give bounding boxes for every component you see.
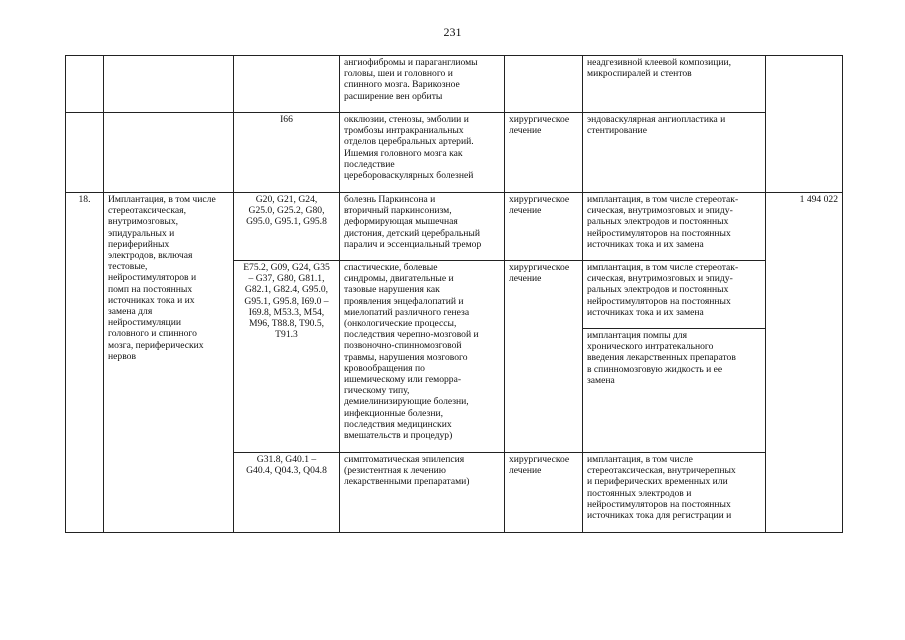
row-number-cell (66, 113, 104, 193)
table-row (66, 113, 843, 193)
procedure-name-cell (104, 56, 234, 113)
icd-codes-cell (234, 56, 340, 113)
patient-model-cell: симптоматическая эпилепсия (резистентная к лечению лекарственными препаратами) (340, 453, 505, 533)
treatment-method-cell: имплантация, в том числе стереотак- сическая, внутримозговых и эпиду- ральных электродов и постоянных нейростимуляторов на постоянных источниках тока и их замена (583, 261, 766, 329)
treatment-type-cell: хирургическое лечение (505, 261, 583, 453)
icd-codes-cell: G31.8, G40.1 – G40.4, Q04.3, Q04.8 (234, 453, 340, 533)
table-row (66, 56, 843, 113)
price-cell: 1 494 022 (766, 193, 843, 533)
treatment-method-cell: эндоваскулярная ангиопластика и стентирование (583, 113, 766, 193)
price-cell (766, 56, 843, 193)
treatment-type-cell: хирургическое лечение (505, 113, 583, 193)
patient-model-cell: окклюзии, стенозы, эмболии и тромбозы интракраниальных отделов церебральных артерий. Ишемия головного мозга как последствие церебороваскулярных болезней (340, 113, 505, 193)
treatment-type-cell: хирургическое лечение (505, 193, 583, 261)
page-number: 231 (443, 25, 462, 39)
procedure-name-cell (104, 113, 234, 193)
table-row (66, 193, 843, 261)
treatment-method-cell: имплантация, в том числе стереотаксическая, внутричерепных и периферических временных или постоянных электродов и нейростимуляторов на постоянных источниках тока для регистрации и (583, 453, 766, 533)
treatment-method-cell: имплантация помпы для хронического интратекального введения лекарственных препаратов в спинномозговую жидкость и ее замена (583, 329, 766, 453)
icd-codes-cell: E75.2, G09, G24, G35 – G37, G80, G81.1, G82.1, G82.4, G95.0, G95.1, G95.8, I69.0 – I69.8, M53.3, M54, M96, T88.8, T90.5, T91.3 (234, 261, 340, 453)
patient-model-cell: ангиофибромы и параганглиомы головы, шеи и головного и спинного мозга. Варикозное расширение вен орбиты (340, 56, 505, 113)
row-number-cell (66, 56, 104, 113)
icd-codes-cell: I66 (234, 113, 340, 193)
treatment-type-cell: хирургическое лечение (505, 453, 583, 533)
patient-model-cell: спастические, болевые синдромы, двигательные и тазовые нарушения как проявления энцефалопатий и миелопатий различного генеза (онкологические процессы, последствия черепно-мозговой и позвоночно-спинномозговой травмы, нарушения мозгового кровообращения по ишемическому или геморра- гическому типу, демиелинизирующие болезни, инфекционные болезни, последствия медицинских вмешательств и процедур) (340, 261, 505, 453)
icd-codes-cell: G20, G21, G24, G25.0, G25.2, G80, G95.0, G95.1, G95.8 (234, 193, 340, 261)
treatment-type-cell (505, 56, 583, 113)
patient-model-cell: болезнь Паркинсона и вторичный паркинсонизм, деформирующая мышечная дистония, детский церебральный паралич и эссенциальный тремор (340, 193, 505, 261)
treatment-method-cell: имплантация, в том числе стереотак- сическая, внутримозговых и эпиду- ральных электродов и постоянных нейростимуляторов на постоянных источниках тока и их замена (583, 193, 766, 261)
medical-care-table (65, 55, 843, 533)
treatment-method-cell: неадгезивной клеевой композиции, микроспиралей и стентов (583, 56, 766, 113)
procedure-name-cell: Имплантация, в том числе стереотаксическая, внутримозговых, эпидуральных и периферийных электродов, включая тестовые, нейростимуляторов и помп на постоянных источниках тока и их замена для нейростимуляции головного и спинного мозга, периферических нервов (104, 193, 234, 533)
row-number-cell: 18. (66, 193, 104, 533)
